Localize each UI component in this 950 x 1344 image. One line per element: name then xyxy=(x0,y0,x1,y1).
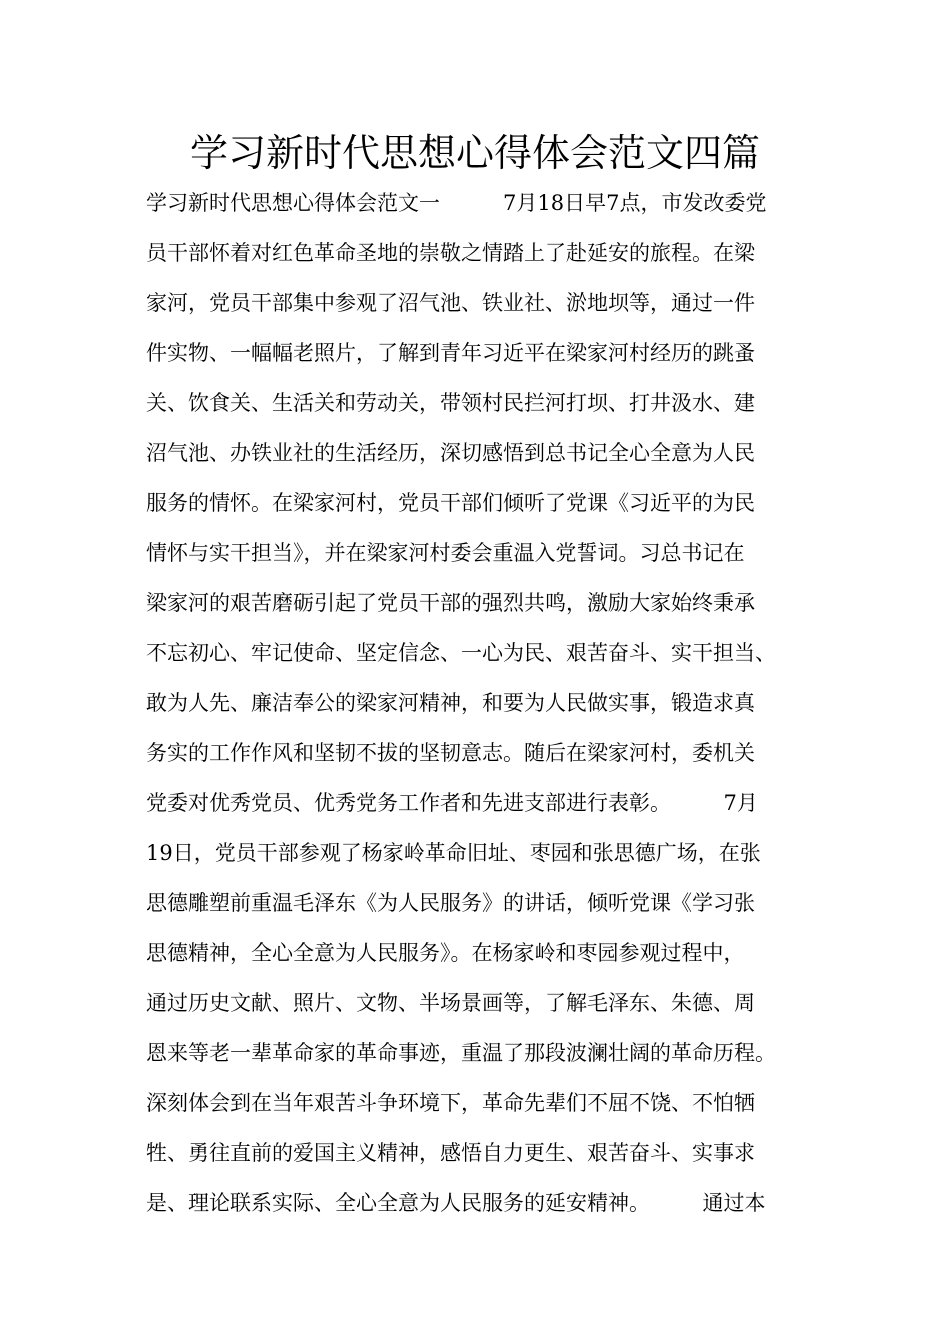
body-line: 关、饮食关、生活关和劳动关，带领村民拦河打坝、打井汲水、建 xyxy=(146,391,755,415)
body-line: 敢为人先、廉洁奉公的梁家河精神，和要为人民做实事，锻造求真 xyxy=(146,691,755,715)
body-line: 员干部怀着对红色革命圣地的崇敬之情踏上了赴延安的旅程。在梁 xyxy=(146,241,755,265)
body-line: 深刻体会到在当年艰苦斗争环境下，革命先辈们不屈不饶、不怕牺 xyxy=(146,1091,755,1115)
body-line: 梁家河的艰苦磨砺引起了党员干部的强烈共鸣，激励大家始终秉承 xyxy=(146,591,755,615)
body-line: 19日，党员干部参观了杨家岭革命旧址、枣园和张思德广场，在张 xyxy=(146,841,761,865)
body-line: 件实物、一幅幅老照片，了解到青年习近平在梁家河村经历的跳蚤 xyxy=(146,341,755,365)
document-body xyxy=(146,178,826,1228)
body-line: 家河，党员干部集中参观了沼气池、铁业社、淤地坝等，通过一件 xyxy=(146,291,755,315)
body-line: 恩来等老一辈革命家的革命事迹，重温了那段波澜壮阔的革命历程。 xyxy=(146,1041,776,1065)
body-line: 党委对优秀党员、优秀党务工作者和先进支部进行表彰。 7月 xyxy=(146,791,758,815)
body-line: 务实的工作作风和坚韧不拔的坚韧意志。随后在梁家河村，委机关 xyxy=(146,741,755,765)
body-line: 思德雕塑前重温毛泽东《为人民服务》的讲话，倾听党课《学习张 xyxy=(146,891,755,915)
document-title: 学习新时代思想心得体会范文四篇 xyxy=(189,131,760,175)
body-line: 牲、勇往直前的爱国主义精神，感悟自力更生、艰苦奋斗、实事求 xyxy=(146,1141,755,1165)
body-line: 服务的情怀。在梁家河村，党员干部们倾听了党课《习近平的为民 xyxy=(146,491,755,515)
body-line: 沼气池、办铁业社的生活经历，深切感悟到总书记全心全意为人民 xyxy=(146,441,755,465)
body-line: 学习新时代思想心得体会范文一 7月18日早7点，市发改委党 xyxy=(146,191,767,215)
body-line: 思德精神，全心全意为人民服务》。在杨家岭和枣园参观过程中， xyxy=(146,941,745,965)
body-line: 是、理论联系实际、全心全意为人民服务的延安精神。 通过本 xyxy=(146,1191,766,1215)
body-line: 情怀与实干担当》，并在梁家河村委会重温入党誓词。习总书记在 xyxy=(146,541,745,565)
body-line: 不忘初心、牢记使命、坚定信念、一心为民、艰苦奋斗、实干担当、 xyxy=(146,641,776,665)
body-line: 通过历史文献、照片、文物、半场景画等，了解毛泽东、朱德、周 xyxy=(146,991,755,1015)
